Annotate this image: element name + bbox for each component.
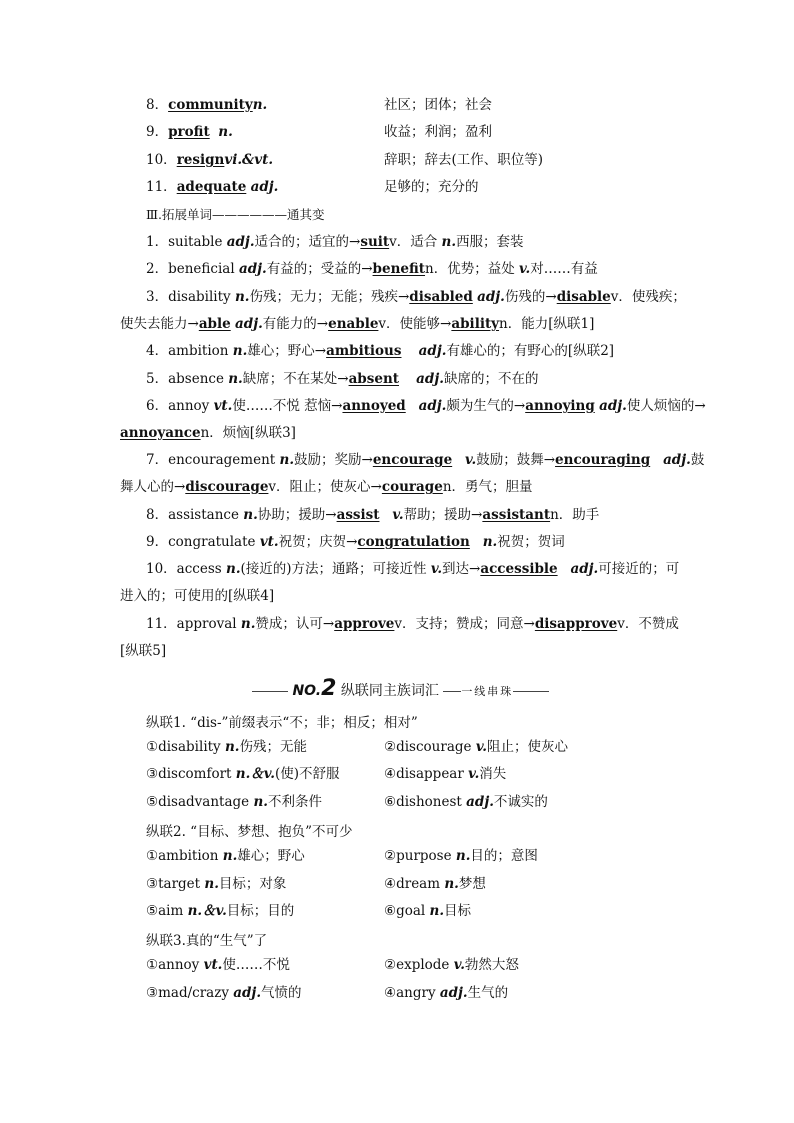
part-of-speech: adj.: [439, 985, 468, 1001]
expand-item-10-cont: [120, 587, 680, 605]
meaning: 足够的；充分的: [384, 179, 479, 195]
text-fragment: n．助手: [550, 507, 600, 523]
group-row: [146, 793, 680, 811]
text-fragment: [384, 956, 519, 974]
part-of-speech: n.: [429, 903, 445, 919]
part-of-speech: n.: [240, 616, 256, 632]
answer-word: ability: [451, 316, 500, 332]
text-fragment: 5．absence: [146, 371, 229, 387]
group-row: [146, 902, 680, 920]
part-of-speech: n.: [455, 848, 471, 864]
text-fragment: 有益的；受益的→: [266, 261, 373, 277]
part-of-speech: adj.: [238, 261, 267, 277]
part-of-speech: adj.: [233, 985, 262, 1001]
section-title: Ⅲ.拓展单词——————通其变: [146, 207, 325, 222]
part-of-speech: n.: [204, 876, 219, 892]
text-fragment: v．使残疾；: [610, 289, 686, 305]
text-fragment: 目的；意图: [470, 848, 538, 864]
part-of-speech: n.: [228, 371, 243, 387]
answer-word: disapprove: [534, 616, 618, 632]
text-fragment: 有能力的→: [262, 316, 329, 332]
text-fragment: 祝贺；贺词: [497, 534, 565, 550]
text-fragment: 鼓: [690, 452, 705, 468]
answer-word: annoyance: [120, 425, 201, 441]
part-of-speech: adj.: [477, 289, 505, 305]
text-fragment: 10．access: [146, 561, 226, 577]
item-number: 11．: [146, 179, 177, 195]
answer-word: profit: [168, 124, 210, 140]
vocab-item: [146, 123, 680, 141]
part-of-speech: v.: [453, 957, 465, 973]
text-fragment: 1．suitable: [146, 234, 227, 250]
text-fragment: n．能力[纵联1]: [499, 316, 595, 332]
text-fragment: 颇为生气的→: [446, 398, 526, 414]
part-of-speech: n.: [226, 561, 241, 577]
text-fragment: ①disability: [146, 739, 225, 755]
text-fragment: [384, 984, 508, 1002]
answer-word: suit: [360, 234, 390, 250]
text-fragment: 进入的；可使用的[纵联4]: [120, 588, 275, 604]
part-of-speech: v.: [468, 766, 480, 782]
group-title: 纵联2. “目标、梦想、抱负”不可少: [146, 824, 353, 840]
text-fragment: 不诚实的: [493, 794, 548, 810]
text-fragment: 使……不悦: [222, 957, 290, 973]
answer-word: annoying: [525, 398, 595, 414]
text-fragment: 不利条件: [267, 794, 322, 810]
text-fragment: 雄心；野心→: [247, 343, 327, 359]
answer-word: discourage: [185, 479, 269, 495]
text-fragment: 缺席的；不在的: [443, 371, 539, 387]
answer-word: congratulation: [357, 534, 470, 550]
answer-word: adequate: [176, 179, 247, 195]
text-fragment: [384, 875, 486, 893]
text-fragment: (接近的)方法；通路；可接近性: [240, 561, 431, 577]
part-of-speech: n.: [243, 507, 258, 523]
text-fragment: 气愤的: [261, 985, 302, 1001]
text-fragment: n．勇气；胆量: [442, 479, 533, 495]
expand-item-11: [146, 615, 680, 633]
answer-word: ambitious: [326, 343, 402, 359]
part-of-speech: adj.: [418, 343, 447, 359]
text-fragment: 伤残的→: [504, 289, 557, 305]
part-of-speech: vi.&vt.: [224, 152, 274, 168]
text-fragment: 使……不悦 惹恼→: [232, 398, 343, 414]
expand-item-8: [146, 506, 680, 524]
expand-item-6-cont: [120, 424, 680, 442]
answer-word: resign: [176, 152, 225, 168]
text-fragment: ②explode: [384, 957, 454, 973]
vocab-item: [146, 178, 680, 196]
text-fragment: ④dream: [384, 876, 445, 892]
text-fragment: [384, 902, 471, 920]
text-fragment: 勃然大怒: [464, 957, 519, 973]
text-fragment: 8．assistance: [146, 507, 244, 523]
text-fragment: ⑤aim: [146, 903, 188, 919]
part-of-speech: adj.: [250, 179, 279, 195]
text-fragment: 3．disability: [146, 289, 235, 305]
text-fragment: 祝贺；庆贺→: [278, 534, 358, 550]
text-fragment: v．适合: [389, 234, 442, 250]
part-of-speech: n.: [218, 124, 233, 140]
text-fragment: ④disappear: [384, 766, 469, 782]
part-of-speech: adj.: [235, 316, 263, 332]
expand-item-9: [146, 533, 680, 551]
part-of-speech: n.: [253, 794, 268, 810]
part-of-speech: n.: [279, 452, 295, 468]
text-fragment: [纵联5]: [120, 643, 167, 659]
part-of-speech: v.: [519, 261, 531, 277]
text-fragment: 11．approval: [146, 616, 241, 632]
part-of-speech: n.: [444, 876, 459, 892]
item-number: 9．: [146, 124, 169, 140]
group-title: 纵联3.真的“生气”了: [146, 933, 268, 949]
vocab-item: [146, 96, 680, 114]
part-of-speech: adj.: [466, 794, 494, 810]
part-of-speech: n.: [222, 848, 238, 864]
answer-word: courage: [381, 479, 443, 495]
text-fragment: [384, 847, 538, 865]
text-fragment: 有雄心的；有野心的[纵联2]: [446, 343, 615, 359]
group-row: [146, 875, 680, 893]
text-fragment: 9．congratulate: [146, 534, 260, 550]
part-of-speech: v.: [392, 507, 404, 523]
expand-item-6: [146, 397, 706, 415]
part-of-speech: n.＆v.: [187, 903, 227, 919]
part-of-speech: adj.: [663, 452, 691, 468]
expand-item-10: [146, 560, 680, 578]
text-fragment: 4．ambition: [146, 343, 233, 359]
text-fragment: ⑥dishonest: [384, 794, 467, 810]
text-fragment: ③target: [146, 876, 205, 892]
text-fragment: 帮助；援助→: [403, 507, 483, 523]
text-fragment: 2．beneficial: [146, 261, 239, 277]
text-fragment: 目标；目的: [226, 903, 295, 919]
answer-word: disable: [556, 289, 611, 305]
text-fragment: v．使能够→: [378, 316, 452, 332]
item-number: 10．: [146, 152, 177, 168]
text-fragment: [384, 793, 548, 811]
part-of-speech: vt.: [259, 534, 279, 550]
text-fragment: 赞成；认可→: [255, 616, 335, 632]
text-fragment: [384, 738, 568, 756]
text-fragment: 对……有益: [530, 261, 598, 277]
answer-word: able: [198, 316, 231, 332]
meaning: 社区；团体；社会: [384, 97, 492, 113]
answer-word: benefit: [372, 261, 426, 277]
text-fragment: 伤残；无力；无能；残疾→: [249, 289, 410, 305]
part-of-speech: vt.: [213, 398, 233, 414]
part-of-speech: n.: [482, 534, 498, 550]
text-fragment: 到达→: [442, 561, 481, 577]
text-fragment: ④angry: [384, 985, 440, 1001]
text-fragment: [384, 765, 506, 783]
part-of-speech: n.＆v.: [235, 766, 275, 782]
part-of-speech: n.: [224, 739, 240, 755]
text-fragment: ②purpose: [384, 848, 456, 864]
part-of-speech: adj.: [416, 371, 444, 387]
text-fragment: 缺席；不在某处→: [242, 371, 349, 387]
text-fragment: 鼓励；奖励→: [294, 452, 373, 468]
header-no-label: NO.: [292, 683, 322, 699]
group-row: [146, 847, 680, 865]
answer-word: encourage: [372, 452, 453, 468]
answer-word: approve: [334, 616, 395, 632]
text-fragment: ①ambition: [146, 848, 223, 864]
part-of-speech: v.: [475, 739, 487, 755]
expand-item-7: [146, 451, 705, 469]
text-fragment: 协助；援助→: [257, 507, 337, 523]
part-of-speech: adj.: [570, 561, 599, 577]
text-fragment: n．烦恼[纵联3]: [200, 425, 296, 441]
group-row: [146, 984, 680, 1002]
meaning: 辞职；辞去(工作、职位等): [384, 152, 544, 168]
group-row: [146, 765, 680, 783]
text-fragment: n．优势；益处: [425, 261, 520, 277]
text-fragment: ⑤disadvantage: [146, 794, 254, 810]
answer-word: accessible: [480, 561, 558, 577]
group-row: [146, 956, 680, 974]
answer-word: disabled: [409, 289, 473, 305]
answer-word: enable: [328, 316, 379, 332]
text-fragment: ①annoy: [146, 957, 204, 973]
expand-item-4: [146, 342, 680, 360]
text-fragment: (使)不舒服: [274, 766, 340, 782]
part-of-speech: v.: [465, 452, 477, 468]
text-fragment: v．阻止；使灰心→: [268, 479, 382, 495]
part-of-speech: v.: [430, 561, 443, 577]
text-fragment: 雄心；野心: [237, 848, 305, 864]
part-of-speech: vt.: [203, 957, 223, 973]
expand-item-11-cont: [120, 642, 680, 660]
text-fragment: 伤残；无能: [239, 739, 307, 755]
meaning: 收益；利润；盈利: [384, 124, 492, 140]
text-fragment: v．不赞成: [617, 616, 679, 632]
answer-word: assist: [336, 507, 380, 523]
group-row: [146, 738, 680, 756]
text-fragment: 目标: [444, 903, 472, 919]
part-of-speech: n.: [441, 234, 457, 250]
part-of-speech: n.: [252, 97, 268, 113]
section-header-no2: [252, 676, 572, 700]
part-of-speech: n.: [234, 289, 250, 305]
text-fragment: 7．encouragement: [146, 452, 280, 468]
text-fragment: 舞人心的→: [120, 479, 186, 495]
part-of-speech: adj.: [418, 398, 447, 414]
header-rule-mid: [443, 691, 461, 692]
answer-word: assistant: [482, 507, 551, 523]
text-fragment: 可接近的；可: [598, 561, 680, 577]
expand-item-7-cont: [120, 478, 680, 496]
text-fragment: 生气的: [467, 985, 509, 1001]
part-of-speech: adj.: [599, 398, 627, 414]
vocab-item: [146, 151, 680, 169]
expand-item-2: [146, 260, 680, 278]
text-fragment: 适合的；适宜的→: [254, 234, 361, 250]
text-fragment: ③mad/crazy: [146, 985, 234, 1001]
text-fragment: 使失去能力→: [120, 316, 199, 332]
text-fragment: 目标；对象: [218, 876, 287, 892]
header-subtitle: 一线串珠: [461, 685, 514, 698]
item-number: 8．: [146, 97, 169, 113]
header-number: 2: [321, 676, 337, 701]
text-fragment: 6．annoy: [146, 398, 214, 414]
answer-word: annoyed: [342, 398, 406, 414]
text-fragment: 梦想: [458, 876, 486, 892]
expand-item-1: [146, 233, 680, 251]
expand-item-5: [146, 370, 680, 388]
text-fragment: 使人烦恼的→: [626, 398, 706, 414]
text-fragment: 阻止；使灰心: [487, 739, 568, 755]
text-fragment: v．支持；赞成；同意→: [394, 616, 535, 632]
header-rule-left: [252, 691, 288, 692]
text-fragment: 鼓励；鼓舞→: [476, 452, 556, 468]
answer-word: community: [168, 97, 253, 113]
expand-item-3-cont: [120, 315, 680, 333]
group-title: 纵联1. “dis-”前缀表示“不；非；相反；相对”: [146, 715, 418, 731]
text-fragment: ⑥goal: [384, 903, 430, 919]
text-fragment: 消失: [479, 766, 507, 782]
expand-item-3: [146, 288, 686, 306]
part-of-speech: adj.: [226, 234, 255, 250]
header-rule-right: [513, 691, 549, 692]
answer-word: encouraging: [555, 452, 651, 468]
text-fragment: 西服；套装: [456, 234, 524, 250]
answer-word: absent: [348, 371, 399, 387]
text-fragment: ③discomfort: [146, 766, 236, 782]
part-of-speech: n.: [232, 343, 248, 359]
text-fragment: ②discourage: [384, 739, 476, 755]
header-title: 纵联同主族词汇: [340, 683, 439, 699]
